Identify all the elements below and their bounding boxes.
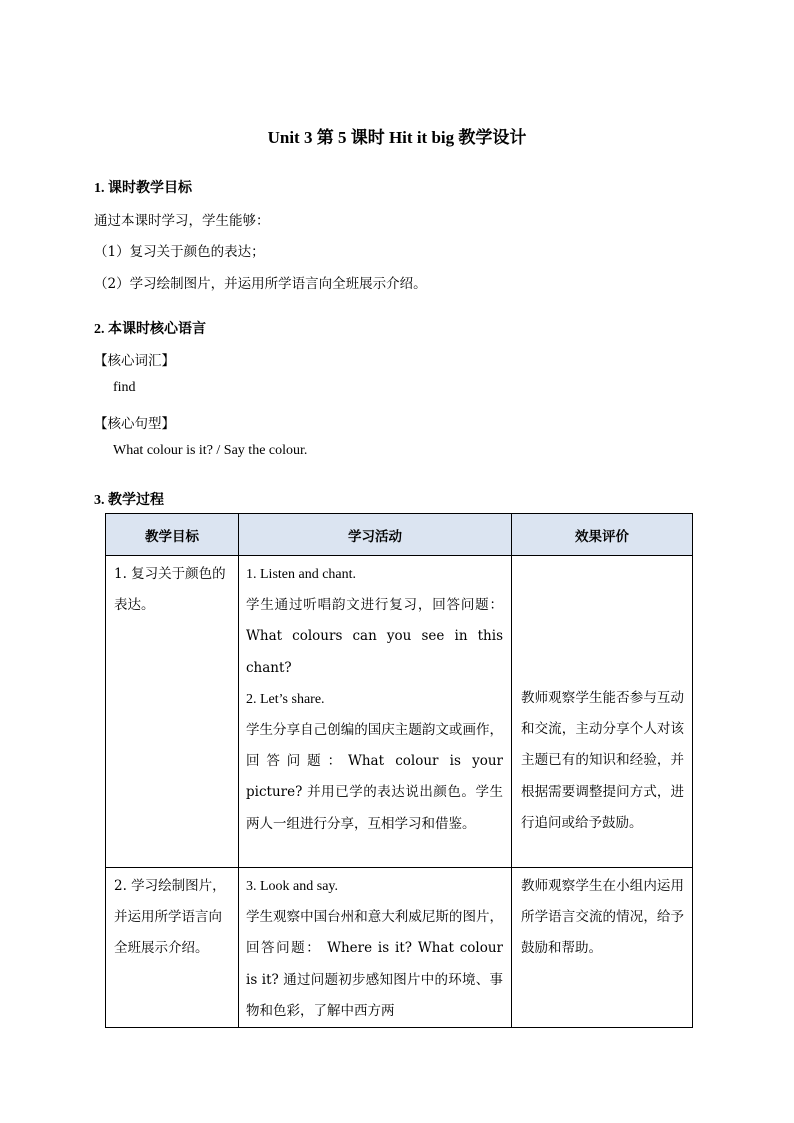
vocab-text: find xyxy=(113,380,136,395)
row-2-goal: 2. 学习绘制图片，并运用所学语言向全班展示介绍。 xyxy=(106,868,239,1028)
table-row xyxy=(106,868,693,1028)
vocab-label: 【核心词汇】 xyxy=(94,353,175,369)
activity-3-desc: 学生观察中国台州和意大利威尼斯的图片，回答问题： Where is it? What colour is it? 通过问题初步感知图片中的环境、事物和色彩，了解中西方两 xyxy=(246,909,503,1019)
teaching-process-table xyxy=(105,513,693,1028)
section-1-heading: 1. 课时教学目标 xyxy=(94,181,192,196)
header-activity: 学习活动 xyxy=(239,514,512,556)
table-row xyxy=(106,556,693,868)
table-header-row xyxy=(106,514,693,556)
header-evaluation: 效果评价 xyxy=(512,514,693,556)
header-goal: 教学目标 xyxy=(106,514,239,556)
objective-item-1: （1）复习关于颜色的表达； xyxy=(94,244,265,260)
row-1-goal: 1. 复习关于颜色的表达。 xyxy=(106,556,239,868)
document-title: Unit 3 第 5 课时 Hit it big 教学设计 xyxy=(267,128,527,147)
objective-item-2: （2）学习绘制图片，并运用所学语言向全班展示介绍。 xyxy=(94,276,427,292)
section-3-heading: 3. 教学过程 xyxy=(94,493,164,508)
activity-2-title: 2. Let’s share. xyxy=(246,691,325,707)
row-2-evaluation: 教师观察学生在小组内运用所学语言交流的情况，给予鼓励和帮助。 xyxy=(512,868,693,1028)
activity-2-desc: 学生分享自己创编的国庆主题韵文或画作，回答问题：What colour is your picture? 并用已学的表达说出颜色。学生两人一组进行分享，互相学习和借鉴。 xyxy=(246,722,503,832)
row-2-activities xyxy=(239,868,512,1028)
section-2-heading: 2. 本课时核心语言 xyxy=(94,322,206,337)
sentence-text: What colour is it? / Say the colour. xyxy=(113,443,308,458)
row-1-activities xyxy=(239,556,512,868)
row-1-evaluation xyxy=(512,556,693,868)
section-1-intro: 通过本课时学习，学生能够： xyxy=(94,213,270,229)
activity-1-title: 1. Listen and chant. xyxy=(246,567,357,582)
activity-1-desc: 学生通过听唱韵文进行复习，回答问题： What colours can you see in this chant? xyxy=(246,597,503,676)
row-1-evaluation-text: 教师观察学生能否参与互动和交流，主动分享个人对该主题已有的知识和经验，并根据需要调整提问方式，进行追问或给予鼓励。 xyxy=(521,690,684,831)
sentence-label: 【核心句型】 xyxy=(94,416,175,432)
activity-3-title: 3. Look and say. xyxy=(246,879,339,894)
